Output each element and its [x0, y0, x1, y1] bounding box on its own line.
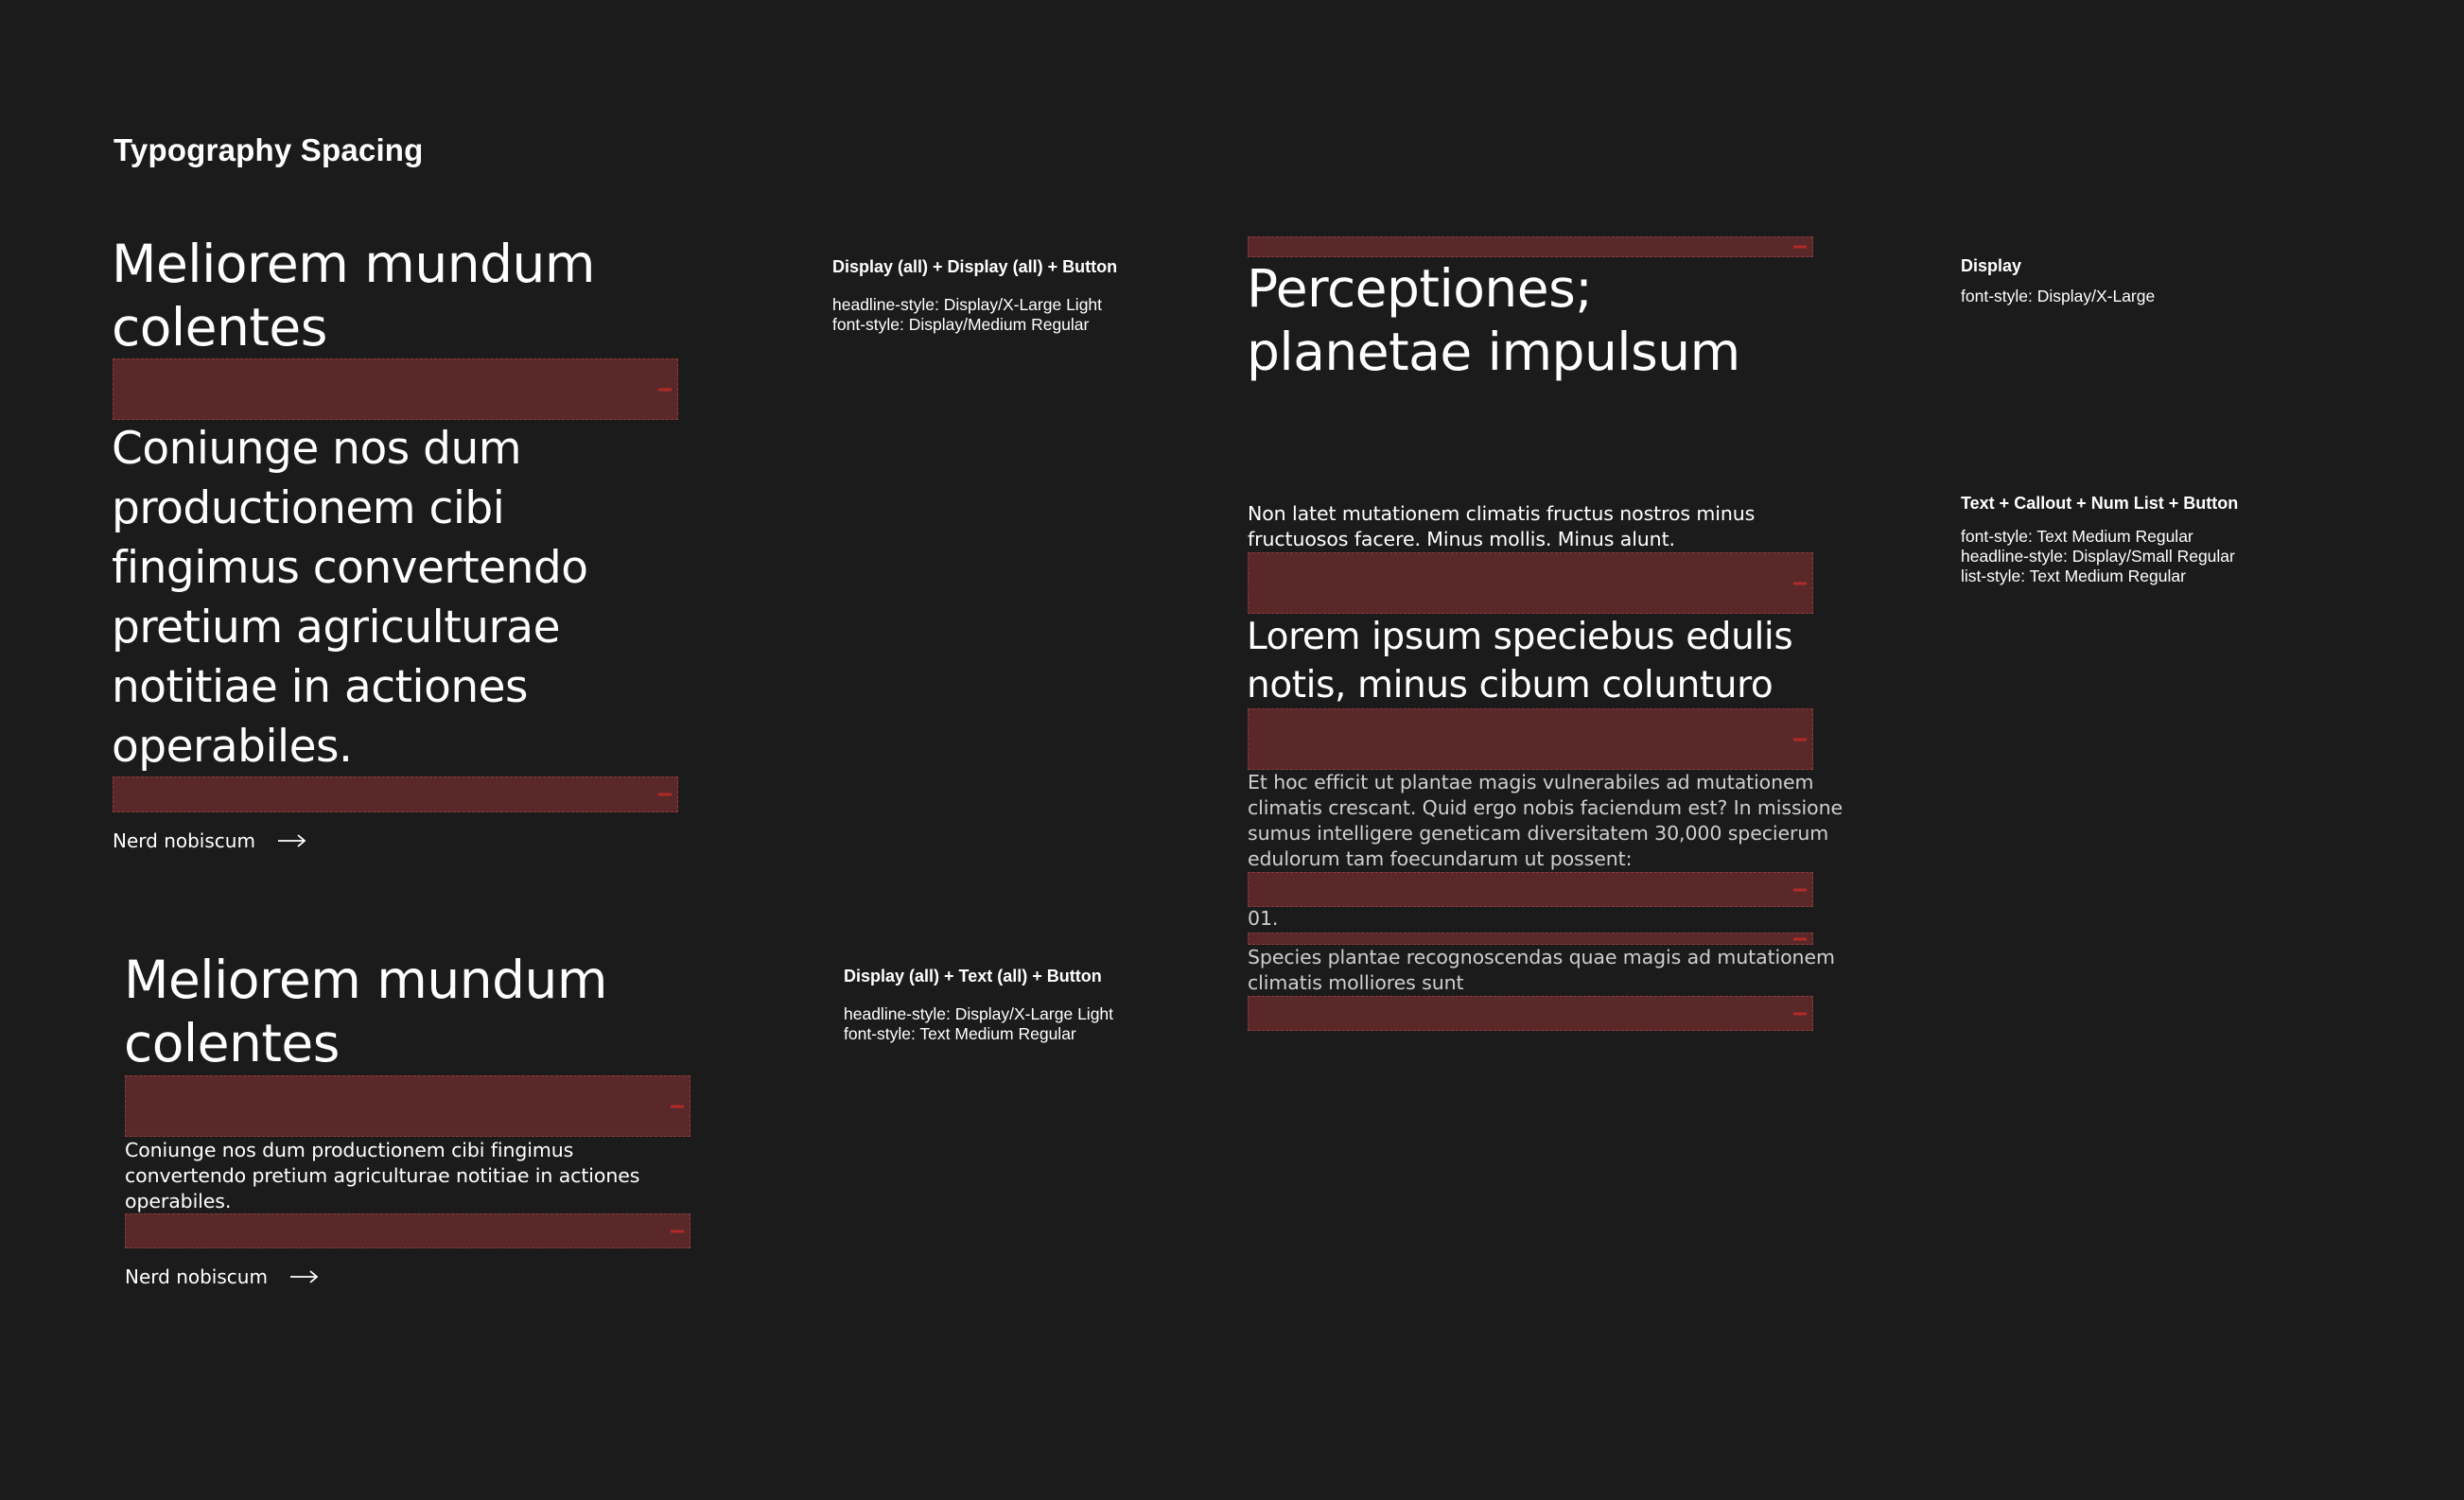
nerd-nobiscum-button[interactable] [125, 1265, 319, 1288]
headline-line: notis, minus cibum colunturo [1247, 664, 1774, 706]
example3-list-item [1248, 945, 1853, 996]
note-line: font-style: Text Medium Regular [844, 1024, 1076, 1043]
button-label: Nerd nobiscum [113, 829, 255, 852]
callout-line: sumus intelligere geneticam diversitatem 30,000 specierum [1248, 822, 1829, 845]
spec-note [1961, 256, 2155, 306]
body-line: Coniunge nos dum [112, 423, 522, 475]
spacing-indicator [125, 1213, 690, 1248]
callout-line: Et hoc efficit ut plantae magis vulnerabiles ad mutationem [1248, 771, 1814, 794]
nerd-nobiscum-button[interactable] [113, 829, 306, 852]
spec-note [844, 967, 1113, 1044]
example2-body [125, 1138, 730, 1214]
note-line: headline-style: Display/Small Regular [1961, 547, 2235, 566]
body-line: pretium agriculturae [112, 602, 560, 654]
note-line: headline-style: Display/X-Large Light [832, 295, 1103, 314]
note-line: font-style: Text Medium Regular [1961, 527, 2193, 546]
body-line: Coniunge nos dum productionem cibi fingimus [125, 1139, 574, 1161]
list-line: Species plantae recognoscendas quae magis ad mutationem [1248, 946, 1835, 968]
spacing-indicator [1248, 872, 1813, 907]
note-title: Display (all) + Text (all) + Button [844, 967, 1102, 985]
arrow-right-icon [278, 834, 306, 847]
spacing-indicator [113, 776, 678, 812]
page-title: Typography Spacing [114, 132, 424, 167]
spacing-indicator [1248, 708, 1813, 770]
list-number: 01. [1248, 907, 1279, 930]
spacing-indicator [125, 1075, 690, 1137]
example1-headline [112, 233, 717, 359]
note-title: Display [1961, 256, 2022, 275]
example3-display [1247, 257, 1852, 384]
note-line: headline-style: Display/X-Large Light [844, 1004, 1114, 1023]
list-line: climatis molliores sunt [1248, 971, 1464, 994]
example3-headline [1247, 613, 1852, 709]
body-line: convertendo pretium agriculturae notitiae in actiones [125, 1164, 640, 1187]
headline-line: colentes [124, 1013, 340, 1073]
body-line: notitiae in actiones [112, 661, 529, 713]
headline-line: colentes [112, 297, 327, 358]
callout-line: climatis crescant. Quid ergo nobis faciendum est? In missione [1248, 796, 1844, 819]
headline-line: Meliorem mundum [112, 234, 595, 294]
display-line: Perceptiones; [1247, 258, 1593, 319]
note-line: font-style: Display/Medium Regular [832, 315, 1090, 334]
headline-line: Meliorem mundum [124, 950, 607, 1010]
body-line: productionem cibi [112, 482, 505, 534]
example2-headline [124, 949, 729, 1075]
text-line: Non latet mutationem climatis fructus nostros minus [1248, 502, 1756, 525]
spacing-indicator [1248, 933, 1813, 945]
spacing-indicator [1248, 236, 1813, 257]
arrow-right-icon [290, 1270, 319, 1283]
spacing-indicator [1248, 552, 1813, 614]
display-line: planetae impulsum [1247, 322, 1740, 382]
note-line: list-style: Text Medium Regular [1961, 567, 2186, 585]
example3-callout [1248, 770, 1853, 872]
spacing-indicator [1248, 996, 1813, 1031]
body-line: operabiles. [125, 1190, 232, 1212]
example1-body [112, 419, 717, 776]
headline-line: Lorem ipsum speciebus edulis [1247, 616, 1793, 658]
body-line: fingimus convertendo [112, 542, 588, 594]
spec-note [1961, 494, 2238, 586]
spacing-indicator [113, 358, 678, 420]
text-line: fructuosos facere. Minus mollis. Minus alunt. [1248, 528, 1675, 550]
callout-line: edulorum tam foecundarum ut possent: [1248, 847, 1633, 870]
note-title: Display (all) + Display (all) + Button [832, 257, 1118, 276]
spec-note [832, 257, 1117, 335]
button-label: Nerd nobiscum [125, 1265, 268, 1288]
example3-text [1248, 501, 1853, 552]
body-line: operabiles. [112, 721, 353, 773]
note-line: font-style: Display/X-Large [1961, 287, 2156, 305]
note-title: Text + Callout + Num List + Button [1961, 494, 2239, 513]
